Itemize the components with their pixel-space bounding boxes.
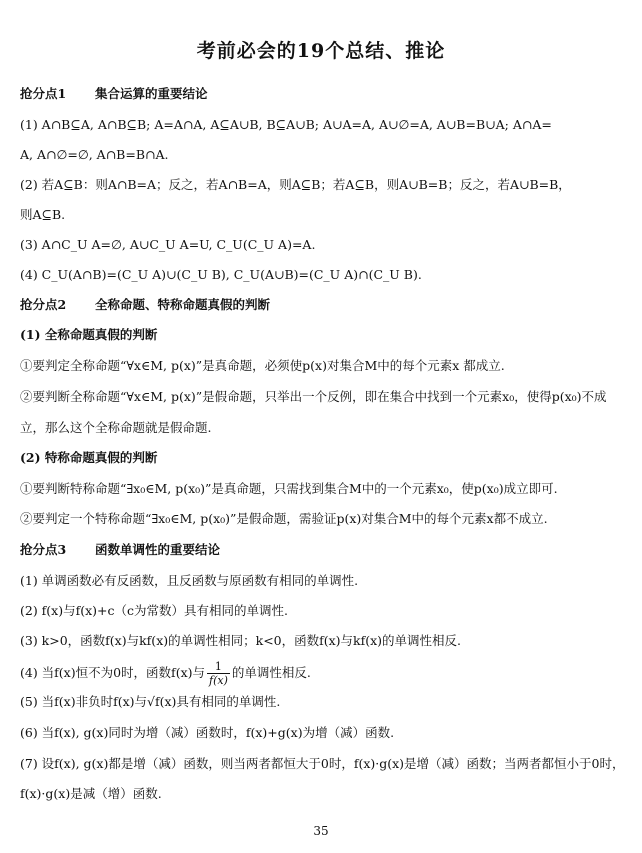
- page-number: 35: [313, 824, 329, 838]
- paragraph-line: (3) A∩C_U A=∅, A∪C_U A=U, C_U(C_U A)=A.: [20, 237, 316, 252]
- subheading: (1) 全称命题真假的判断: [20, 327, 158, 342]
- section-title: 全称命题、特称命题真假的判断: [95, 297, 271, 312]
- fraction-denominator: f(x): [209, 674, 228, 687]
- paragraph-line: ①要判断特称命题“∃x₀∈M, p(x₀)”是真命题，只需找到集合M中的一个元素x₀，使p(x₀)成立即可.: [20, 481, 558, 496]
- subheading: (2) 特称命题真假的判断: [20, 450, 158, 465]
- fraction-prefix: (4) 当f(x)恒不为0时，函数f(x)与: [20, 665, 205, 680]
- paragraph-line: (2) 若A⊆B：则A∩B=A；反之，若A∩B=A，则A⊆B；若A⊆B，则A∪B=B；反之，若A∪B=B，: [20, 177, 571, 192]
- paragraph-line: ①要判定全称命题“∀x∈M, p(x)”是真命题，必须使p(x)对集合M中的每个元素x 都成立.: [20, 358, 505, 373]
- fraction: [207, 660, 230, 687]
- paragraph-line: (5) 当f(x)非负时f(x)与√f(x)具有相同的单调性.: [20, 694, 281, 709]
- paragraph-line: ②要判定一个特称命题“∃x₀∈M, p(x₀)”是假命题，需验证p(x)对集合M中的每个元素x都不成立.: [20, 511, 548, 526]
- fraction-suffix: 的单调性相反.: [231, 665, 311, 680]
- paragraph-line: (1) A∩B⊆A, A∩B⊆B; A=A∩A, A⊆A∪B, B⊆A∪B; A∪A=A, A∪∅=A, A∪B=B∪A; A∩A=: [20, 117, 552, 132]
- paragraph-line: f(x)·g(x)是减（增）函数.: [20, 786, 162, 801]
- section-title: 集合运算的重要结论: [95, 86, 208, 101]
- page-title: 考前必会的19个总结、推论: [196, 40, 446, 62]
- paragraph-line: 立，那么这个全称命题就是假命题.: [20, 420, 212, 435]
- paragraph-line: (2) f(x)与f(x)+c（c为常数）具有相同的单调性.: [20, 603, 288, 618]
- paragraph-line: 则A⊆B.: [20, 207, 66, 222]
- section-heading-2: [20, 297, 632, 313]
- paragraph-line: A, A∩∅=∅, A∩B=B∩A.: [20, 147, 169, 162]
- paragraph-line: (1) 单调函数必有反函数，且反函数与原函数有相同的单调性.: [20, 573, 359, 588]
- paragraph-line: (6) 当f(x), g(x)同时为增（减）函数时，f(x)+g(x)为增（减）函数.: [20, 725, 395, 740]
- section-label: 抢分点2: [20, 297, 67, 312]
- paragraph-line: ②要判断全称命题“∀x∈M, p(x)”是假命题，只举出一个反例，即在集合中找到一个元素x₀，使得p(x₀)不成: [20, 389, 607, 404]
- section-title: 函数单调性的重要结论: [95, 542, 221, 557]
- paragraph-line: (3) k>0，函数f(x)与kf(x)的单调性相同；k<0，函数f(x)与kf(x)的单调性相反.: [20, 633, 462, 648]
- paragraph-line: (7) 设f(x), g(x)都是增（减）函数，则当两者都恒大于0时，f(x)·g(x)是增（减）函数；当两者都恒小于0时，: [20, 756, 625, 771]
- paragraph-line: (4) C_U(A∩B)=(C_U A)∪(C_U B), C_U(A∪B)=(C_U A)∩(C_U B).: [20, 267, 422, 282]
- section-label: 抢分点3: [20, 542, 67, 557]
- fraction-numerator: 1: [207, 660, 230, 674]
- section-heading-1: [20, 86, 632, 102]
- paragraph-line-fraction: [20, 660, 632, 690]
- section-label: 抢分点1: [20, 86, 67, 101]
- section-heading-3: [20, 542, 632, 558]
